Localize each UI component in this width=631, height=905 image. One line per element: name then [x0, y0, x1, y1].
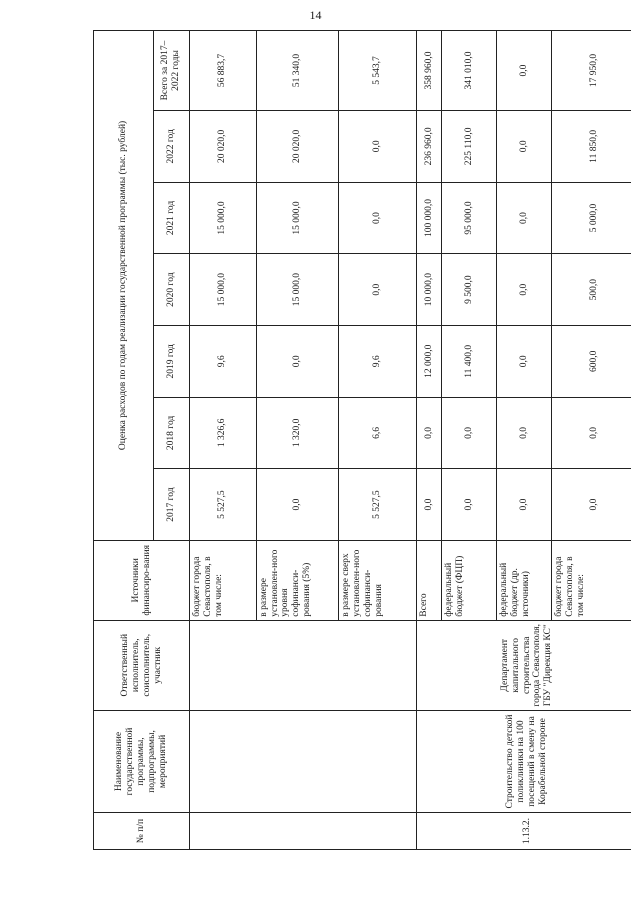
cell-value: 0,0: [497, 111, 552, 183]
cell-value: 0,0: [339, 182, 417, 254]
cell-value: 1 326,6: [190, 397, 256, 469]
rotated-table-region: [93, 30, 631, 850]
cell-value: 0,0: [497, 182, 552, 254]
cell-value: 0,0: [552, 397, 631, 469]
cell-value: 0,0: [256, 469, 338, 541]
header-responsible: Ответственный исполнитель, соисполнитель, участник: [94, 620, 190, 710]
cell-source: Всего: [416, 540, 441, 620]
cell-source: бюджет города Севастополя, в том числе:: [552, 540, 631, 620]
cell-source: федеральный бюджет (ФЦП): [442, 540, 497, 620]
header-total: Всего за 2017–2022 годы: [153, 31, 190, 111]
header-year: 2021 год: [153, 182, 190, 254]
cell-value: 11 400,0: [442, 325, 497, 397]
cell-value: 6,6: [339, 397, 417, 469]
cell-value: 5 527,5: [190, 469, 256, 541]
header-sources: Источники финансиро-вания: [94, 540, 190, 620]
header-estimate: Оценка расходов по годам реализации государственной программы (тыс. рублей): [94, 31, 154, 541]
cell-value: 0,0: [416, 469, 441, 541]
cell-num: [190, 813, 417, 850]
cell-value: 51 340,0: [256, 31, 338, 111]
cell-value: 225 110,0: [442, 111, 497, 183]
header-num: № п/п: [94, 813, 190, 850]
cell-value: 20 020,0: [256, 111, 338, 183]
cell-num: 1.13.2.: [416, 813, 631, 850]
table-row: [416, 31, 441, 850]
financing-table: [93, 30, 631, 850]
cell-value: 0,0: [339, 111, 417, 183]
cell-value: 341 010,0: [442, 31, 497, 111]
page-number: 14: [309, 8, 322, 22]
header-year: 2020 год: [153, 254, 190, 326]
cell-value: 500,0: [552, 254, 631, 326]
cell-value: 0,0: [497, 31, 552, 111]
cell-source: в размере сверх установлен-ного софинанси-рования: [339, 540, 417, 620]
landscape-sheet: [93, 30, 631, 850]
cell-value: 9 500,0: [442, 254, 497, 326]
cell-value: 9,6: [190, 325, 256, 397]
cell-value: 20 020,0: [190, 111, 256, 183]
header-year: 2022 год: [153, 111, 190, 183]
cell-value: 11 850,0: [552, 111, 631, 183]
cell-value: 9,6: [339, 325, 417, 397]
cell-value: 1 320,0: [256, 397, 338, 469]
cell-value: 15 000,0: [190, 182, 256, 254]
header-year: 2019 год: [153, 325, 190, 397]
cell-value: 358 960,0: [416, 31, 441, 111]
cell-value: 56 883,7: [190, 31, 256, 111]
cell-responsible: Департамент капитального строительства города Севастополя, ГБУ "Дирекция КС": [416, 620, 631, 710]
cell-value: 0,0: [442, 469, 497, 541]
header-name: Наименование государственной программы, подпрограммы, мероприятий: [94, 710, 190, 812]
cell-value: 0,0: [497, 469, 552, 541]
cell-value: 600,0: [552, 325, 631, 397]
cell-value: 0,0: [416, 397, 441, 469]
cell-source: федеральный бюджет (др. источники): [497, 540, 552, 620]
cell-value: 5 543,7: [339, 31, 417, 111]
cell-responsible: [190, 620, 417, 710]
cell-value: 15 000,0: [256, 182, 338, 254]
cell-value: 0,0: [497, 397, 552, 469]
cell-value: 0,0: [442, 397, 497, 469]
cell-name: [190, 710, 417, 812]
cell-value: 236 960,0: [416, 111, 441, 183]
cell-value: 5 527,5: [339, 469, 417, 541]
cell-value: 0,0: [339, 254, 417, 326]
cell-value: 95 000,0: [442, 182, 497, 254]
cell-value: 5 000,0: [552, 182, 631, 254]
cell-value: 17 950,0: [552, 31, 631, 111]
table-row: [190, 31, 256, 850]
cell-value: 0,0: [256, 325, 338, 397]
header-year: 2018 год: [153, 397, 190, 469]
header-year: 2017 год: [153, 469, 190, 541]
cell-source: бюджет города Севастополя, в том числе:: [190, 540, 256, 620]
cell-value: 10 000,0: [416, 254, 441, 326]
cell-value: 100 000,0: [416, 182, 441, 254]
cell-value: 15 000,0: [256, 254, 338, 326]
cell-value: 15 000,0: [190, 254, 256, 326]
cell-value: 0,0: [497, 325, 552, 397]
cell-value: 12 000,0: [416, 325, 441, 397]
cell-value: 0,0: [497, 254, 552, 326]
cell-source: в размере установлен-ного уровня софинанси-рования (5%): [256, 540, 338, 620]
cell-name: Строительство детской поликлиники на 100 посещений в смену на Корабельной стороне: [416, 710, 631, 812]
cell-value: 0,0: [552, 469, 631, 541]
